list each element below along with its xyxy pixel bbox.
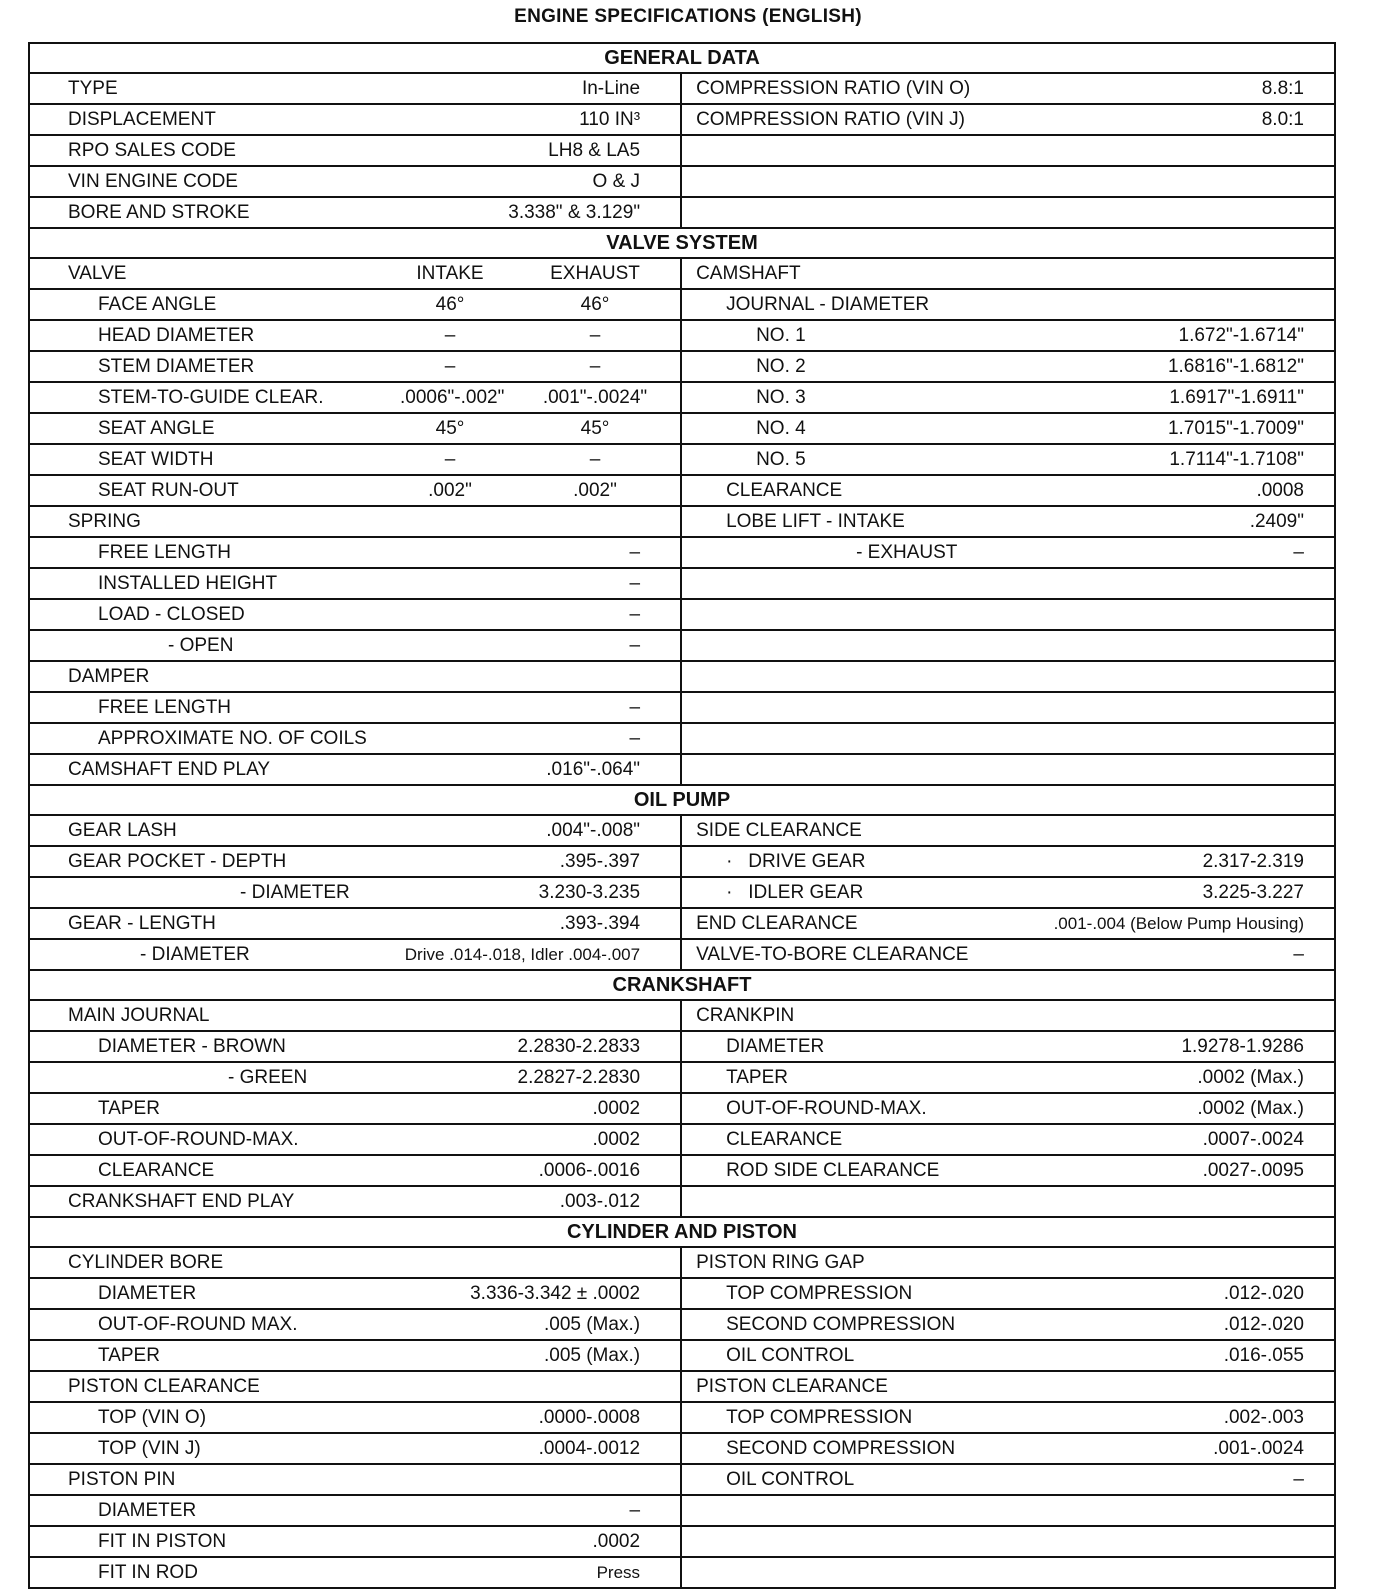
spec-value: 1.6816"-1.6812": [1167, 355, 1304, 377]
spec-value: LH8 & LA5: [548, 139, 641, 161]
spec-label: FACE ANGLE: [98, 293, 217, 315]
spec-label: DIAMETER: [98, 1282, 197, 1304]
spec-value: .0000-.0008: [538, 1406, 641, 1428]
spec-value: In-Line: [581, 77, 641, 99]
spec-value: 8.0:1: [1261, 108, 1304, 130]
spec-label: SEAT RUN-OUT: [98, 479, 239, 501]
section-header-valve: VALVE SYSTEM: [28, 227, 1336, 257]
spec-label: DIAMETER: [98, 1499, 197, 1521]
spec-value: –: [629, 572, 641, 594]
spec-label: SEAT WIDTH: [98, 448, 214, 470]
table-row: [28, 1370, 1336, 1401]
spec-label: - OPEN: [168, 634, 234, 656]
spec-value: 110 IN³: [579, 108, 641, 130]
spec-label: DIAMETER: [726, 1035, 825, 1057]
exhaust-value: .001"-.0024": [542, 386, 648, 408]
intake-value: 45°: [435, 417, 465, 439]
table-row: [28, 196, 1336, 227]
spec-label: - DIAMETER: [240, 881, 350, 903]
spec-value: .393-.394: [559, 912, 641, 934]
spec-label: CYLINDER BORE: [68, 1251, 224, 1273]
spec-label: NO. 4: [756, 417, 806, 439]
spec-label: CAMSHAFT END PLAY: [68, 758, 271, 780]
spec-label: · IDLER GEAR: [726, 881, 864, 903]
exhaust-column-header: EXHAUST: [550, 262, 640, 284]
spec-label: FREE LENGTH: [98, 541, 232, 563]
spec-table: [28, 42, 1336, 1589]
intake-value: .002": [428, 479, 472, 501]
spec-label: STEM-TO-GUIDE CLEAR.: [98, 386, 324, 408]
spec-label: CRANKPIN: [696, 1004, 795, 1026]
spec-label: OIL CONTROL: [726, 1468, 855, 1490]
spec-value: .002-.003: [1223, 1406, 1304, 1428]
spec-label: CLEARANCE: [726, 1128, 843, 1150]
spec-value: .0004-.0012: [538, 1437, 641, 1459]
spec-value: .0002: [592, 1097, 641, 1119]
exhaust-value: 46°: [580, 293, 610, 315]
spec-label: RPO SALES CODE: [68, 139, 236, 161]
table-row: [28, 288, 1336, 319]
spec-label: STEM DIAMETER: [98, 355, 255, 377]
spec-value: –: [629, 541, 641, 563]
spec-label: NO. 5: [756, 448, 806, 470]
spec-value: .0002 (Max.): [1197, 1066, 1304, 1088]
spec-label: TOP COMPRESSION: [726, 1406, 913, 1428]
table-row: [28, 1463, 1336, 1494]
table-row: [28, 1556, 1336, 1589]
spec-value: –: [629, 696, 641, 718]
spec-value: 2.2827-2.2830: [517, 1066, 641, 1088]
spec-value: .016"-.064": [546, 758, 641, 780]
spec-label: PISTON CLEARANCE: [696, 1375, 888, 1397]
spec-label: INSTALLED HEIGHT: [98, 572, 278, 594]
table-row: [28, 814, 1336, 845]
spec-value: Press: [596, 1562, 641, 1582]
exhaust-value: –: [589, 355, 601, 377]
spec-label: TOP COMPRESSION: [726, 1282, 913, 1304]
valve-label: VALVE: [68, 262, 127, 284]
table-row: [28, 1030, 1336, 1061]
section-header-oil-pump: OIL PUMP: [28, 784, 1336, 814]
table-row: [28, 1123, 1336, 1154]
intake-value: –: [444, 355, 456, 377]
spec-label: FIT IN ROD: [98, 1561, 198, 1583]
spec-value: .001-.004 (Below Pump Housing): [1053, 913, 1304, 933]
spec-value: 2.317-2.319: [1202, 850, 1304, 872]
spec-value: .012-.020: [1223, 1282, 1304, 1304]
spec-label: COMPRESSION RATIO (VIN J): [696, 108, 965, 130]
spec-value: .395-.397: [559, 850, 641, 872]
intake-column-header: INTAKE: [416, 262, 484, 284]
spec-label: OUT-OF-ROUND-MAX.: [98, 1128, 299, 1150]
table-row: [28, 1185, 1336, 1216]
table-row: [28, 1339, 1336, 1370]
table-row: [28, 1277, 1336, 1308]
spec-value: –: [629, 634, 641, 656]
exhaust-value: –: [589, 448, 601, 470]
spec-value: 3.230-3.235: [538, 881, 641, 903]
table-row: [28, 1308, 1336, 1339]
spec-label: SPRING: [68, 510, 141, 532]
spec-label: PISTON RING GAP: [696, 1251, 865, 1273]
spec-label: VIN ENGINE CODE: [68, 170, 238, 192]
general-rows: [28, 72, 1336, 227]
table-row: [28, 1092, 1336, 1123]
table-row: [28, 381, 1336, 412]
spec-label: SIDE CLEARANCE: [696, 819, 862, 841]
spec-label: TYPE: [68, 77, 118, 99]
exhaust-value: –: [589, 324, 601, 346]
table-row: [28, 1494, 1336, 1525]
spec-label: LOAD - CLOSED: [98, 603, 245, 625]
spec-label: TOP (VIN O): [98, 1406, 207, 1428]
intake-value: –: [444, 448, 456, 470]
spec-value: –: [629, 1499, 641, 1521]
table-row: [28, 505, 1336, 536]
spec-value: .0002: [592, 1128, 641, 1150]
spec-value: 2.2830-2.2833: [517, 1035, 641, 1057]
spec-label: VALVE-TO-BORE CLEARANCE: [696, 943, 969, 965]
table-row: [28, 567, 1336, 598]
table-row: [28, 103, 1336, 134]
spec-label: PISTON PIN: [68, 1468, 176, 1490]
spec-label: GEAR LASH: [68, 819, 177, 841]
spec-label: ROD SIDE CLEARANCE: [726, 1159, 940, 1181]
intake-value: 46°: [435, 293, 465, 315]
spec-value: –: [629, 727, 641, 749]
section-header-cylinder-piston: CYLINDER AND PISTON: [28, 1216, 1336, 1246]
spec-value: O & J: [592, 170, 641, 192]
spec-label: MAIN JOURNAL: [68, 1004, 210, 1026]
page-title: ENGINE SPECIFICATIONS (ENGLISH): [514, 6, 862, 27]
spec-value: 3.338" & 3.129": [508, 201, 641, 223]
table-row: [28, 350, 1336, 381]
intake-value: –: [444, 324, 456, 346]
spec-value: –: [1293, 943, 1304, 965]
spec-value: .0027-.0095: [1202, 1159, 1304, 1181]
table-row: [28, 536, 1336, 567]
table-row: [28, 660, 1336, 691]
spec-value: .0002 (Max.): [1197, 1097, 1304, 1119]
spec-label: OIL CONTROL: [726, 1344, 855, 1366]
spec-value: 1.7015"-1.7009": [1167, 417, 1304, 439]
spec-value: .0007-.0024: [1202, 1128, 1304, 1150]
spec-label: SEAT ANGLE: [98, 417, 215, 439]
exhaust-value: .002": [573, 479, 617, 501]
section-header-general: GENERAL DATA: [28, 42, 1336, 72]
table-row: [28, 845, 1336, 876]
spec-label: JOURNAL - DIAMETER: [726, 293, 930, 315]
spec-value: 8.8:1: [1261, 77, 1304, 99]
table-row: [28, 722, 1336, 753]
spec-label: END CLEARANCE: [696, 912, 858, 934]
table-row: [28, 999, 1336, 1030]
table-row: [28, 753, 1336, 784]
spec-label: · DRIVE GEAR: [726, 850, 866, 872]
spec-label: CLEARANCE: [726, 479, 843, 501]
spec-value: 3.336-3.342 ± .0002: [470, 1282, 641, 1304]
spec-label: APPROXIMATE NO. OF COILS: [98, 727, 367, 749]
spec-value: .005 (Max.): [543, 1344, 641, 1366]
table-row: [28, 907, 1336, 938]
table-row: [28, 412, 1336, 443]
spec-label: - GREEN: [228, 1066, 308, 1088]
spec-label: GEAR POCKET - DEPTH: [68, 850, 287, 872]
spec-label: TOP (VIN J): [98, 1437, 201, 1459]
spec-label: FREE LENGTH: [98, 696, 232, 718]
spec-label: NO. 2: [756, 355, 806, 377]
table-row: [28, 1525, 1336, 1556]
table-row: [28, 629, 1336, 660]
spec-value: .016-.055: [1223, 1344, 1304, 1366]
spec-label: COMPRESSION RATIO (VIN O): [696, 77, 971, 99]
spec-label: GEAR - LENGTH: [68, 912, 216, 934]
spec-label: DISPLACEMENT: [68, 108, 216, 130]
table-row: [28, 257, 1336, 288]
table-row: [28, 474, 1336, 505]
spec-label: DIAMETER - BROWN: [98, 1035, 286, 1057]
spec-value: .2409": [1249, 510, 1304, 532]
spec-label: - DIAMETER: [140, 943, 250, 965]
spec-value: .001-.0024: [1213, 1437, 1304, 1459]
table-row: [28, 691, 1336, 722]
spec-label: NO. 3: [756, 386, 806, 408]
table-row: [28, 1401, 1336, 1432]
spec-value: 1.9278-1.9286: [1181, 1035, 1304, 1057]
table-row: [28, 1246, 1336, 1277]
spec-label: PISTON CLEARANCE: [68, 1375, 260, 1397]
section-header-crankshaft: CRANKSHAFT: [28, 969, 1336, 999]
spec-label: CRANKSHAFT END PLAY: [68, 1190, 295, 1212]
spec-label: TAPER: [726, 1066, 788, 1088]
table-row: [28, 1154, 1336, 1185]
spec-value: .0008: [1256, 479, 1304, 501]
table-row: [28, 1432, 1336, 1463]
spec-label: SECOND COMPRESSION: [726, 1313, 956, 1335]
spec-label: TAPER: [98, 1344, 160, 1366]
spec-label: TAPER: [98, 1097, 160, 1119]
spec-value: 1.672"-1.6714": [1178, 324, 1304, 346]
spec-value: .004"-.008": [546, 819, 641, 841]
table-row: [28, 443, 1336, 474]
spec-value: .003-.012: [559, 1190, 641, 1212]
camshaft-label: CAMSHAFT: [696, 262, 801, 284]
spec-value: .0002: [592, 1530, 641, 1552]
spec-value: 1.6917"-1.6911": [1169, 386, 1304, 408]
spec-value: .012-.020: [1223, 1313, 1304, 1335]
table-row: [28, 598, 1336, 629]
table-row: [28, 72, 1336, 103]
intake-value: .0006"-.002": [400, 386, 505, 408]
spec-label: HEAD DIAMETER: [98, 324, 255, 346]
spec-label: OUT-OF-ROUND MAX.: [98, 1313, 298, 1335]
spec-value: Drive .014-.018, Idler .004-.007: [404, 944, 641, 964]
table-row: [28, 165, 1336, 196]
spec-label: - EXHAUST: [856, 541, 958, 563]
spec-label: OUT-OF-ROUND-MAX.: [726, 1097, 927, 1119]
spec-value: .0006-.0016: [538, 1159, 641, 1181]
spec-label: SECOND COMPRESSION: [726, 1437, 956, 1459]
spec-label: CLEARANCE: [98, 1159, 215, 1181]
table-row: [28, 1061, 1336, 1092]
table-row: [28, 938, 1336, 969]
table-row: [28, 319, 1336, 350]
spec-value: .005 (Max.): [543, 1313, 641, 1335]
spec-label: NO. 1: [756, 324, 806, 346]
spec-label: FIT IN PISTON: [98, 1530, 227, 1552]
spec-value: –: [629, 603, 641, 625]
table-row: [28, 134, 1336, 165]
spec-value: –: [1293, 1468, 1304, 1490]
exhaust-value: 45°: [580, 417, 610, 439]
spec-value: 3.225-3.227: [1202, 881, 1304, 903]
spec-label: DAMPER: [68, 665, 150, 687]
spec-label: BORE AND STROKE: [68, 201, 250, 223]
spec-value: 1.7114"-1.7108": [1169, 448, 1304, 470]
spec-value: –: [1293, 541, 1304, 563]
spec-label: LOBE LIFT - INTAKE: [726, 510, 905, 532]
table-row: [28, 876, 1336, 907]
